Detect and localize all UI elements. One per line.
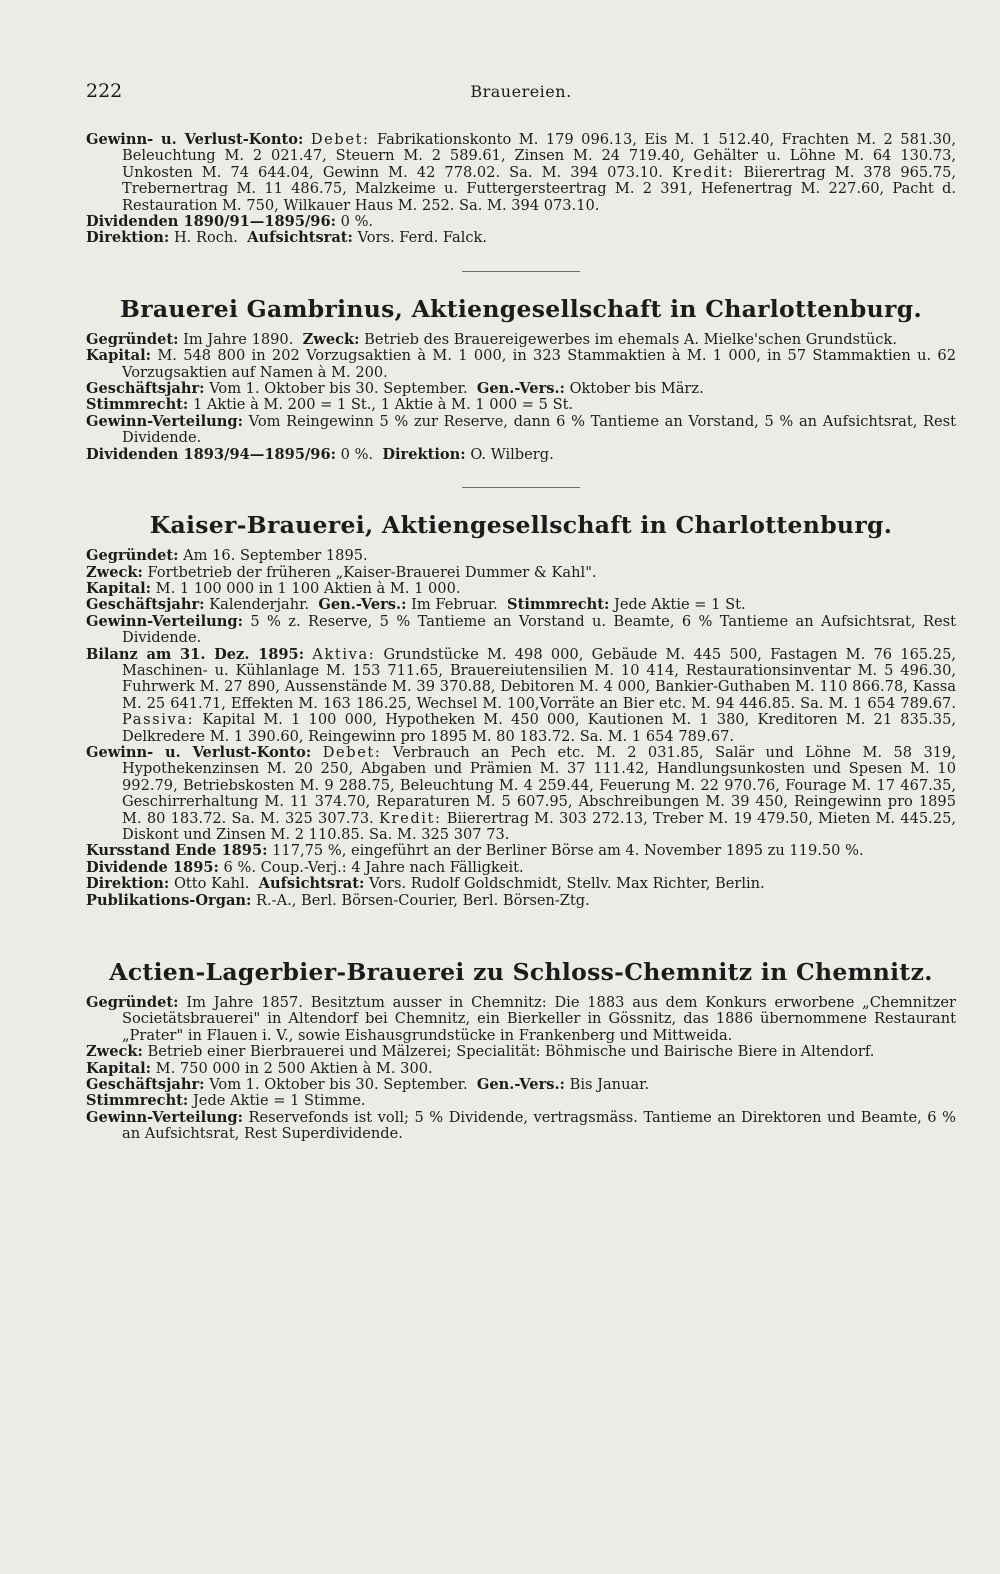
entry-dividende: Dividende 1895: 6 %. Coup.-Verj.: 4 Jahre nach Fälligkeit. <box>86 858 524 876</box>
entry-geschaeftsjahr: Geschäftsjahr: Vom 1. Oktober bis 30. September. Gen.-Vers.: Bis Januar. <box>86 1076 650 1094</box>
entry-kapital: Kapital: M. 548 800 in 202 Vorzugsaktien à M. 1 000, in 323 Stammaktien à M. 1 000, in 57 Stammaktien u. 62 Vorzugsaktien auf Namen à M. 200. <box>86 347 956 381</box>
section-divider <box>462 271 580 272</box>
page-number: 222 <box>86 80 123 102</box>
entry-publikations-organ: Publikations-Organ: R.-A., Berl. Börsen-Courier, Berl. Börsen-Ztg. <box>86 891 590 909</box>
entry-direktion: Direktion: Otto Kahl. Aufsichtsrat: Vors. Rudolf Goldschmidt, Stellv. Max Richter, Berlin. <box>86 875 765 893</box>
entry-zweck: Zweck: Betrieb einer Bierbrauerei und Mälzerei; Specialität: Böhmische und Bairische Biere in Altendorf. <box>86 1043 875 1061</box>
entry-kapital: Kapital: M. 1 100 000 in 1 100 Aktien à M. 1 000. <box>86 579 461 597</box>
prev-company-section <box>86 132 956 247</box>
entry-gegruendet: Gegründet: Im Jahre 1857. Besitztum ausser in Chemnitz: Die 1883 aus dem Konkurs erworbene „Chemnitzer Societätsbrauerei" in Altendorf bei Chemnitz, ein Bierkeller in Gössnitz, das 1886 übernommene Restaurant „Prater" in Flauen i. V., sowie Eishausgrundstücke in Frankenberg und Mittweida. <box>86 994 957 1044</box>
entry-stimmrecht: Stimmrecht: 1 Aktie à M. 200 = 1 St., 1 Aktie à M. 1 000 = 5 St. <box>86 396 574 414</box>
entry-gewinn-verteilung: Gewinn-Verteilung: Reservefonds ist voll; 5 % Dividende, vertragsmäss. Tantieme an Direktoren und Beamte, 6 % an Aufsichtsrat, Rest Superdividende. <box>86 1108 956 1143</box>
chemnitz-section <box>86 957 956 1143</box>
entry-direktion: Direktion: H. Roch. Aufsichtsrat: Vors. Ferd. Falck. <box>86 229 488 247</box>
entry-bilanz: Bilanz am 31. Dez. 1895: Aktiva: Grundstücke M. 498 000, Gebäude M. 445 500, Fastagen M. 76 165.25, Maschinen- u. Kühlanlage M. 153 711.65, Brauereiutensilien M. 10 414, Restaurationsinventar M. 5 496.30, Fuhrwerk M. 27 890, Aussenstände M. 39 370.88, Debitoren M. 4 000, Bankier-Guthaben M. 110 866.78, Kassa M. 25 641.71, Effekten M. 163 186.25, Wechsel M. 100,Vorräte an Bier etc. M. 94 446.85. Sa. M. 1 654 789.67. Passiva: Kapital M. 1 100 000, Hypotheken M. 450 000, Kautionen M. 1 380, Kreditoren M. 21 835.35, Delkredere M. 1 390.60, Reingewinn pro 1895 M. 80 183.72. Sa. M. 1 654 789.67. <box>86 645 956 745</box>
entry-gegruendet: Gegründet: Im Jahre 1890. Zweck: Betrieb des Brauereigewerbes im ehemals A. Mielke'schen Grundstück. <box>86 330 897 348</box>
entry-gewinn-verlust: Gewinn- u. Verlust-Konto: Debet: Fabrikationskonto M. 179 096.13, Eis M. 1 512.40, Frachten M. 2 581.30, Beleuchtung M. 2 021.47, Steuern M. 2 589.61, Zinsen M. 24 719.40, Gehälter u. Löhne M. 64 130.73, Unkosten M. 74 644.04, Gewinn M. 42 778.02. Sa. M. 394 073.10. Kredit: Biierertrag M. 378 965.75, Trebernertrag M. 11 486.75, Malzkeime u. Futtergersteertrag M. 2 391, Hefenertrag M. 227.60, Pacht d. Restauration M. 750, Wilkauer Haus M. 252. Sa. M. 394 073.10. <box>86 131 957 214</box>
section-title: Kaiser-Brauerei, Aktiengesellschaft in Charlottenburg. <box>149 511 893 540</box>
entry-geschaeftsjahr: Geschäftsjahr: Kalenderjahr. Gen.-Vers.: Im Februar. Stimmrecht: Jede Aktie = 1 St. <box>86 596 746 614</box>
section-title: Brauerei Gambrinus, Aktiengesellschaft in Charlottenburg. <box>120 294 922 323</box>
entry-stimmrecht: Stimmrecht: Jede Aktie = 1 Stimme. <box>86 1092 366 1110</box>
section-title: Actien-Lagerbier-Brauerei zu Schloss-Chemnitz in Chemnitz. <box>109 958 933 987</box>
kaiser-section <box>86 510 956 909</box>
entry-zweck: Zweck: Fortbetrieb der früheren „Kaiser-Brauerei Dummer & Kahl". <box>86 563 597 581</box>
entry-gewinn-verlust: Gewinn- u. Verlust-Konto: Debet: Verbrauch an Pech etc. M. 2 031.85, Salär und Löhne M. 58 319, Hypothekenzinsen M. 20 250, Abgaben und Prämien M. 37 111.42, Handlungsunkosten und Spesen M. 10 992.79, Betriebskosten M. 9 288.75, Beleuchtung M. 4 259.44, Feuerung M. 22 970.76, Fourage M. 17 467.35, Geschirrerhaltung M. 11 374.70, Reparaturen M. 5 607.95, Abschreibungen M. 39 450, Reingewinn pro 1895 M. 80 183.72. Sa. M. 325 307.73. Kredit: Biierertrag M. 303 272.13, Treber M. 19 479.50, Mieten M. 445.25, Diskont und Zinsen M. 2 110.85. Sa. M. 325 307 73. <box>86 743 957 843</box>
entry-dividenden: Dividenden 1893/94—1895/96: 0 %. Direktion: O. Wilberg. <box>86 445 554 463</box>
entry-kursstand: Kursstand Ende 1895: 117,75 %, eingeführt an der Berliner Börse am 4. November 1895 zu 119.50 %. <box>86 842 864 860</box>
section-divider <box>462 487 580 488</box>
page-header <box>86 80 956 110</box>
entry-gegruendet: Gegründet: Am 16. September 1895. <box>86 547 368 565</box>
gambrinus-section <box>86 294 956 463</box>
entry-kapital: Kapital: M. 750 000 in 2 500 Aktien à M. 300. <box>86 1059 433 1077</box>
entry-gewinn-verteilung: Gewinn-Verteilung: Vom Reingewinn 5 % zur Reserve, dann 6 % Tantieme an Vorstand, 5 % an Aufsichtsrat, Rest Dividende. <box>86 412 956 447</box>
entry-gewinn-verteilung: Gewinn-Verteilung: 5 % z. Reserve, 5 % Tantieme an Vorstand u. Beamte, 6 % Tantieme an Aufsichtsrat, Rest Dividende. <box>86 612 957 647</box>
entry-geschaeftsjahr: Geschäftsjahr: Vom 1. Oktober bis 30. September. Gen.-Vers.: Oktober bis März. <box>86 380 704 398</box>
running-title: Brauereien. <box>470 82 572 101</box>
entry-dividenden: Dividenden 1890/91—1895/96: 0 %. <box>86 213 374 231</box>
